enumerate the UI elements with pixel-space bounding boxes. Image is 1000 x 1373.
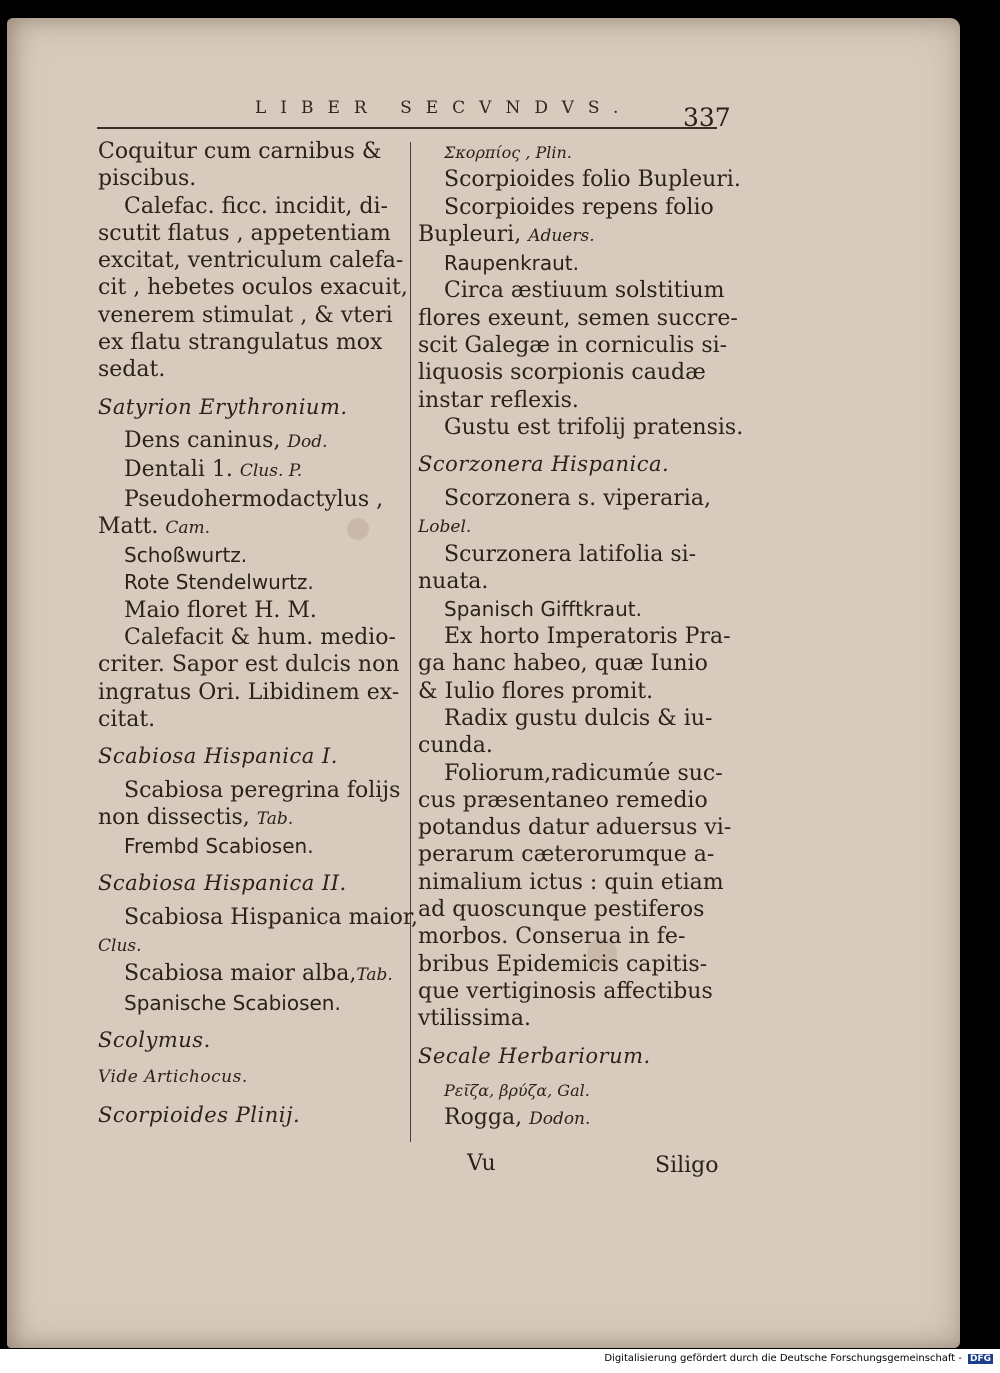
line-text: scutit flatus , appetentiam — [98, 220, 391, 246]
line-text: que vertiginosis affectibus — [418, 978, 713, 1004]
text-line — [98, 513, 396, 542]
text-line — [98, 220, 396, 247]
line-text: Scorpioides repens folio — [444, 194, 714, 220]
line-text: Dentali 1. — [124, 457, 240, 483]
line-text: perarum cæterorumque a- — [418, 842, 715, 868]
text-line — [98, 777, 401, 804]
line-text: flores exeunt, semen succre- — [418, 305, 738, 331]
line-text: cunda. — [418, 733, 493, 759]
line-text: Pseudohermodactylus , — [124, 486, 384, 512]
text-line — [418, 896, 718, 923]
text-line — [418, 650, 718, 677]
line-text: bribus Epidemicis capitis- — [418, 951, 708, 977]
text-line — [98, 247, 404, 274]
text-line — [418, 1005, 718, 1032]
line-text: instar reflexis. — [418, 387, 579, 413]
text-line — [418, 760, 723, 787]
line-text: Ex horto Imperatoris Pra- — [444, 624, 731, 650]
line-text: venerem stimulat , & vteri — [98, 302, 393, 328]
line-text: Scabiosa peregrina folijs — [124, 777, 401, 803]
line-text: Scorzonera s. viperaria, — [444, 485, 711, 511]
line-text: citat. — [98, 706, 156, 732]
text-line — [98, 456, 396, 485]
text-line — [98, 486, 396, 513]
text-line — [418, 221, 718, 250]
section-heading: Satyrion Erythronium. — [98, 394, 348, 419]
line-text: excitat, ventriculum calefa- — [98, 248, 404, 274]
text-line — [418, 414, 744, 441]
german-name: Spanisch Gifftkraut. — [444, 596, 642, 621]
author-citation: Cam. — [165, 517, 210, 538]
page-number: 337 — [683, 103, 731, 132]
header-rule — [97, 127, 717, 129]
catchword: Siligo — [655, 1153, 719, 1178]
line-text: Dens caninus, — [124, 427, 288, 453]
greek-name: Σκορπίος , Plin. — [444, 143, 572, 162]
line-text: Calefacit & hum. medio- — [124, 625, 396, 651]
text-line — [98, 138, 396, 165]
text-line — [418, 705, 718, 732]
text-line — [418, 332, 728, 359]
text-line — [98, 597, 396, 624]
line-text: Bupleuri, — [418, 221, 529, 247]
line-text: ingratus Ori. Libidinem ex- — [98, 679, 400, 705]
column-divider — [410, 142, 411, 1142]
section-heading: Secale Herbariorum. — [418, 1043, 651, 1068]
greek-name: Ρεῖζα, βρύζα, Gal. — [444, 1080, 590, 1100]
text-line — [98, 651, 400, 678]
line-text: Maio floret H. M. — [124, 597, 317, 623]
text-line — [98, 960, 396, 989]
line-text: Gustu est trifolij pratensis. — [444, 414, 744, 440]
text-line — [418, 814, 732, 841]
section-heading: Scabiosa Hispanica II. — [98, 871, 347, 896]
text-line — [98, 193, 396, 220]
text-line — [418, 541, 718, 568]
author-citation: Clus. — [98, 936, 142, 957]
text-line — [418, 869, 724, 896]
footer-credit: Digitalisierung gefördert durch die Deutsche Forschungsgemeinschaft - — [604, 1353, 962, 1364]
line-text: Coquitur cum carnibus & — [98, 139, 382, 164]
line-text: Foliorum,radicumúe suc- — [444, 760, 723, 786]
line-text: ad quoscunque pestiferos — [418, 897, 705, 923]
author-citation: Dodon. — [529, 1109, 591, 1130]
line-text: vtilissima. — [418, 1006, 531, 1032]
line-text: potandus datur aduersus vi- — [418, 815, 732, 841]
author-citation: Aduers. — [528, 225, 595, 246]
line-text: cus præsentaneo remedio — [418, 787, 708, 813]
text-line — [418, 485, 718, 512]
running-title: LIBER SECVNDVS. — [255, 98, 633, 118]
text-line — [418, 923, 718, 950]
text-line — [418, 138, 718, 166]
line-text: Matt. — [98, 513, 166, 539]
text-line — [98, 569, 396, 596]
line-text: nimalium ictus : quin etiam — [418, 869, 724, 895]
text-line — [98, 302, 396, 329]
section-heading: Scabiosa Hispanica I. — [98, 744, 338, 769]
line-text: sedat. — [98, 357, 166, 383]
text-line — [418, 951, 718, 978]
text-line — [418, 277, 725, 304]
line-text: nuata. — [418, 569, 489, 595]
text-line — [418, 512, 718, 541]
text-line — [418, 359, 718, 386]
line-text: non dissectis, — [98, 804, 257, 830]
text-line — [98, 329, 396, 356]
line-text: cit , hebetes oculos exacuit, — [98, 275, 408, 301]
line-text: liquosis scorpionis caudæ — [418, 360, 706, 386]
line-text: scit Galegæ in corniculis si- — [418, 333, 728, 359]
section-heading: Scolymus. — [98, 1027, 211, 1052]
line-text: morbos. Conserua in fe- — [418, 924, 686, 950]
dfg-logo: DFG — [969, 1354, 991, 1364]
line-text: Radix gustu dulcis & iu- — [444, 705, 713, 731]
signature-mark: Vu — [467, 1151, 496, 1176]
text-line — [98, 679, 400, 706]
text-line — [98, 931, 396, 960]
text-line — [98, 706, 396, 733]
text-line — [98, 804, 396, 833]
german-name: Schoßwurtz. — [124, 543, 248, 568]
line-text: & Iulio flores promit. — [418, 678, 654, 704]
text-line — [418, 568, 718, 595]
line-text: Circa æstiuum solstitium — [444, 278, 725, 304]
line-text: criter. Sapor est dulcis non — [98, 652, 400, 678]
german-name: Raupenkraut. — [444, 251, 579, 276]
author-citation: Tab. — [256, 808, 294, 829]
line-text: Calefac. ficc. incidit, di- — [124, 193, 388, 219]
author-citation: Dod. — [287, 431, 328, 452]
text-line — [98, 427, 396, 456]
cross-reference: Vide Artichocus. — [98, 1067, 248, 1088]
text-line — [98, 356, 396, 383]
line-text: Scurzonera latifolia si- — [444, 542, 697, 568]
right-column — [418, 138, 744, 1133]
text-line — [418, 678, 718, 705]
german-name: Rote Stendelwurtz. — [124, 570, 314, 595]
text-line — [418, 1104, 718, 1133]
text-line — [418, 978, 718, 1005]
section-heading: Scorpioides Plinij. — [98, 1102, 301, 1127]
text-line — [418, 250, 718, 277]
text-line — [418, 596, 718, 623]
author-citation: Lobel. — [418, 516, 472, 537]
german-name: Frembd Scabiosen. — [124, 834, 314, 859]
line-text: ex flatu strangulatus mox — [98, 330, 383, 356]
line-text: piscibus. — [98, 166, 197, 192]
text-line — [418, 841, 718, 868]
line-text: Rogga, — [444, 1105, 530, 1131]
text-line — [418, 166, 741, 193]
german-name: Spanische Scabiosen. — [124, 990, 341, 1015]
text-line — [98, 165, 396, 192]
line-text: Scabiosa Hispanica maior, — [124, 904, 418, 930]
text-line — [98, 904, 418, 931]
text-line — [98, 990, 396, 1017]
line-text: Scabiosa maior alba, — [124, 961, 357, 987]
author-citation: Clus. P. — [239, 461, 303, 482]
text-line — [98, 833, 396, 860]
line-text: ga hanc habeo, quæ Iunio — [418, 651, 708, 677]
text-line — [418, 623, 731, 650]
line-text: Scorpioides folio Bupleuri. — [444, 167, 741, 193]
text-line — [418, 1076, 718, 1104]
left-column — [98, 138, 418, 1135]
text-line — [418, 732, 718, 759]
text-line — [98, 274, 408, 301]
text-line — [418, 194, 718, 221]
text-line — [98, 542, 396, 569]
section-heading: Scorzonera Hispanica. — [418, 452, 670, 477]
text-line — [98, 624, 396, 651]
text-line — [418, 387, 718, 414]
text-line — [418, 305, 738, 332]
text-line — [418, 787, 718, 814]
author-citation: Tab. — [356, 965, 393, 986]
